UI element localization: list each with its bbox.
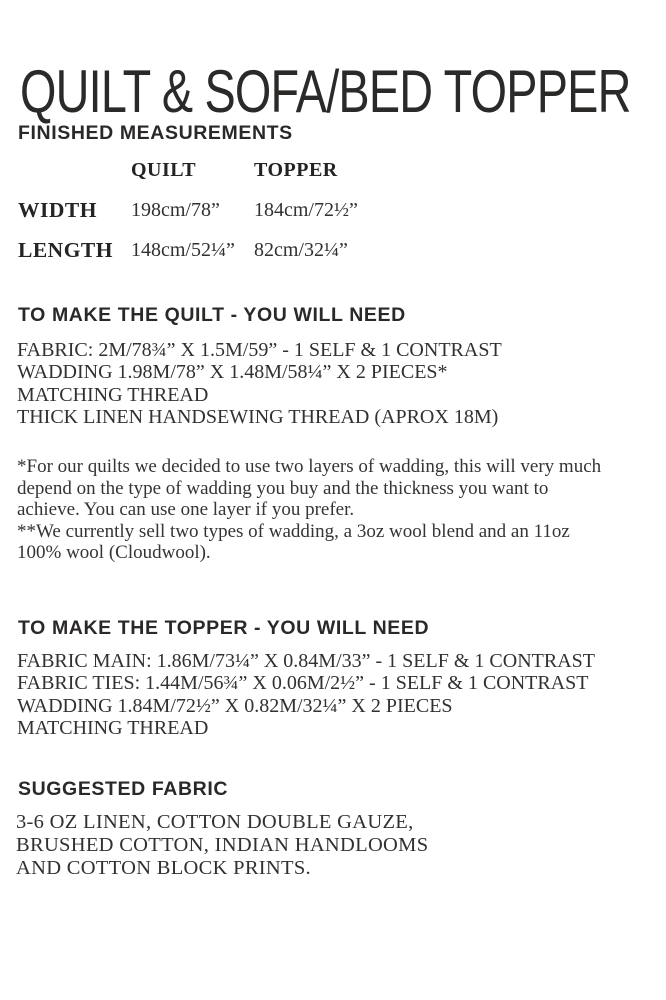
topper-section-heading: TO MAKE THE TOPPER - YOU WILL NEED [18, 617, 430, 639]
wadding-note-line: **We currently sell two types of wadding, a 3oz wool blend and an 11oz [17, 520, 570, 542]
topper-materials-list [17, 650, 595, 739]
width-quilt-value: 198cm/78” [131, 199, 220, 221]
topper-material-line: MATCHING THREAD [17, 716, 209, 739]
wadding-note-line: achieve. You can use one layer if you prefer. [17, 499, 355, 520]
quilt-section-heading: TO MAKE THE QUILT - YOU WILL NEED [18, 304, 406, 326]
row-label-width: WIDTH [18, 198, 97, 222]
length-topper-value: 82cm/32¼” [254, 239, 348, 261]
suggested-fabric-list [16, 811, 428, 880]
quilt-materials-list [17, 339, 502, 428]
row-label-length: LENGTH [18, 238, 113, 262]
length-quilt-value: 148cm/52¼” [131, 239, 235, 261]
suggested-fabric-line: BRUSHED COTTON, INDIAN HANDLOOMS [16, 834, 429, 856]
topper-material-line: FABRIC MAIN: 1.86M/73¼” X 0.84M/33” - 1 SELF & 1 CONTRAST [17, 650, 595, 672]
quilt-material-line: FABRIC: 2M/78¾” X 1.5M/59” - 1 SELF & 1 CONTRAST [17, 339, 502, 361]
topper-material-line: WADDING 1.84M/72½” X 0.82M/32¼” X 2 PIECES [17, 694, 453, 717]
suggested-fabric-line: 3-6 OZ LINEN, COTTON DOUBLE GAUZE, [16, 811, 414, 833]
column-header-quilt: QUILT [131, 159, 197, 181]
wadding-note-line: depend on the type of wadding you buy and the thickness you want to [17, 477, 549, 499]
suggested-fabric-heading: SUGGESTED FABRIC [18, 778, 229, 800]
measurements-table [18, 157, 358, 277]
finished-measurements-heading: FINISHED MEASUREMENTS [18, 122, 293, 144]
suggested-fabric-line: AND COTTON BLOCK PRINTS. [16, 857, 311, 879]
width-topper-value: 184cm/72½” [254, 199, 358, 221]
column-header-topper: TOPPER [254, 159, 338, 181]
page-title: QUILT & SOFA/BED TOPPER [20, 58, 631, 126]
quilt-material-line: MATCHING THREAD [17, 383, 209, 406]
wadding-notes [17, 456, 601, 564]
wadding-note-line: 100% wool (Cloudwool). [17, 542, 211, 563]
quilt-material-line: WADDING 1.98M/78” X 1.48M/58¼” X 2 PIECES* [17, 361, 448, 384]
topper-material-line: FABRIC TIES: 1.44M/56¾” X 0.06M/2½” - 1 SELF & 1 CONTRAST [17, 672, 589, 695]
wadding-note-line: *For our quilts we decided to use two layers of wadding, this will very much [17, 456, 602, 477]
quilt-material-line: THICK LINEN HANDSEWING THREAD (APROX 18M) [17, 405, 499, 428]
